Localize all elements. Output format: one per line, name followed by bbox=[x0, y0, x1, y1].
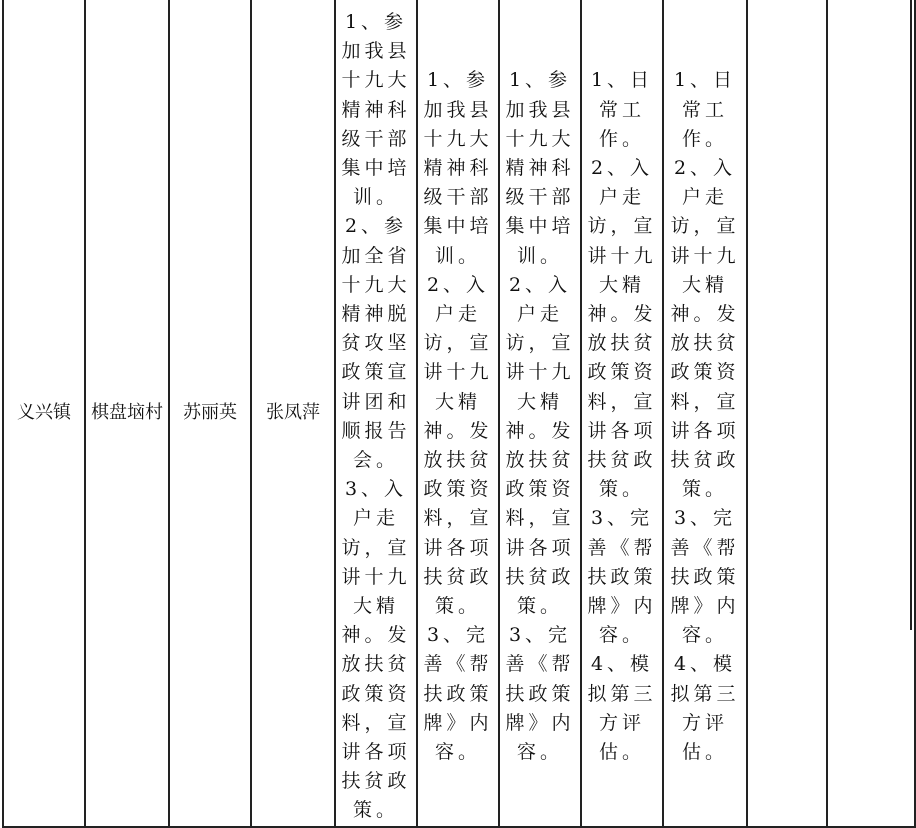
task-item: 3、完善《帮扶政策牌》内容。 bbox=[670, 507, 740, 647]
person1-cell[interactable] bbox=[169, 0, 251, 827]
sheet-right-border bbox=[910, 0, 912, 630]
task-list-2 bbox=[421, 58, 495, 767]
work-schedule-table bbox=[2, 0, 916, 828]
person2-cell[interactable] bbox=[251, 0, 335, 827]
task-list-3 bbox=[503, 58, 577, 767]
task-item: 3、完善《帮扶政策牌》内容。 bbox=[423, 624, 493, 764]
task-list-4 bbox=[585, 58, 659, 767]
task-item: 1、参加我县十九大精神科级干部集中培训。 bbox=[423, 69, 493, 267]
town-name: 义兴镇 bbox=[17, 401, 71, 423]
empty-cell-1[interactable] bbox=[747, 0, 827, 827]
task-item: 3、完善《帮扶政策牌》内容。 bbox=[587, 507, 657, 647]
task-list-1 bbox=[339, 0, 413, 826]
task-item: 2、入户走访，宣讲十九大精神。发放扶贫政策资料，宣讲各项扶贫政策。 bbox=[670, 157, 740, 501]
task-cell-1[interactable] bbox=[335, 0, 417, 827]
task-item: 2、入户走访，宣讲十九大精神。发放扶贫政策资料，宣讲各项扶贫政策。 bbox=[505, 273, 575, 618]
task-item: 1、参加我县十九大精神科级干部集中培训。 bbox=[341, 11, 411, 209]
task-cell-2[interactable] bbox=[417, 0, 499, 827]
task-item: 4、模拟第三方评估。 bbox=[670, 653, 740, 764]
task-item: 2、入户走访，宣讲十九大精神。发放扶贫政策资料，宣讲各项扶贫政策。 bbox=[587, 157, 657, 501]
task-item: 1、参加我县十九大精神科级干部集中培训。 bbox=[505, 69, 575, 267]
village-name: 棋盘垴村 bbox=[91, 401, 163, 423]
task-cell-4[interactable] bbox=[581, 0, 663, 827]
town-cell[interactable] bbox=[3, 0, 85, 827]
task-item: 2、入户走访，宣讲十九大精神。发放扶贫政策资料，宣讲各项扶贫政策。 bbox=[423, 273, 493, 618]
task-item: 4、模拟第三方评估。 bbox=[587, 653, 657, 764]
task-item: 1、日常工作。 bbox=[590, 69, 654, 150]
task-item: 3、入户走访，宣讲十九大精神。发放扶贫政策资料，宣讲各项扶贫政策。 bbox=[341, 478, 411, 822]
task-item: 2、参加全省十九大精神脱贫攻坚政策宣讲团和顺报告会。 bbox=[341, 215, 411, 472]
table-row bbox=[3, 0, 915, 827]
task-item: 1、日常工作。 bbox=[673, 69, 737, 150]
task-cell-3[interactable] bbox=[499, 0, 581, 827]
task-item: 3、完善《帮扶政策牌》内容。 bbox=[505, 624, 575, 764]
task-cell-5[interactable] bbox=[663, 0, 747, 827]
empty-cell-2[interactable] bbox=[827, 0, 915, 827]
village-cell[interactable] bbox=[85, 0, 169, 827]
person2-name: 张凤萍 bbox=[266, 401, 320, 423]
task-list-5 bbox=[668, 58, 742, 767]
person1-name: 苏丽英 bbox=[183, 401, 237, 423]
